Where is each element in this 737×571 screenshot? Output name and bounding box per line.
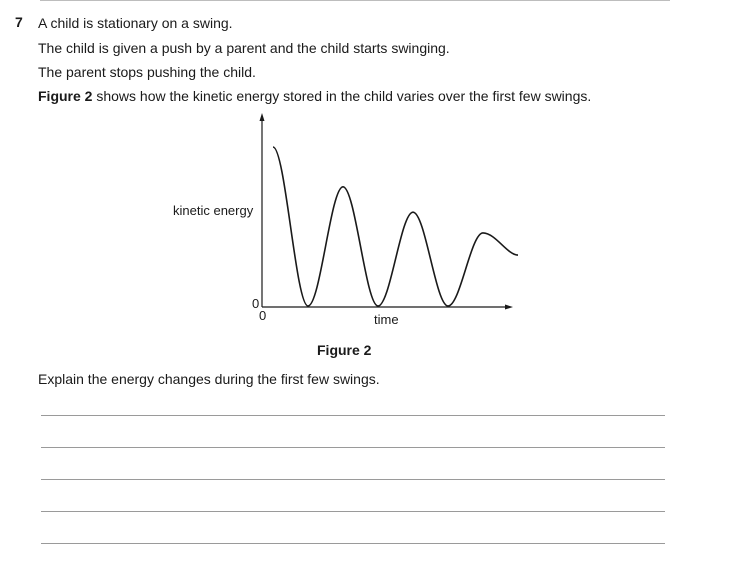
x-origin-label: 0 (259, 308, 267, 323)
answer-line[interactable] (41, 543, 665, 544)
figure-reference-bold: Figure 2 (38, 88, 93, 104)
answer-line[interactable] (41, 479, 665, 480)
question-number: 7 (15, 14, 23, 30)
y-origin-label: 0 (252, 296, 260, 311)
question-line-2: The child is given a push by a parent and the child starts swinging. (38, 40, 450, 56)
x-axis-arrow (505, 305, 513, 310)
kinetic-energy-series-line (273, 147, 518, 306)
answer-line[interactable] (41, 511, 665, 512)
question-line-1: A child is stationary on a swing. (38, 15, 233, 31)
question-line-3: The parent stops pushing the child. (38, 64, 256, 80)
answer-line[interactable] (41, 415, 665, 416)
question-prompt: Explain the energy changes during the first few swings. (38, 371, 380, 387)
answer-line[interactable] (41, 447, 665, 448)
figure-caption: Figure 2 (317, 342, 372, 358)
figure-reference-text: shows how the kinetic energy stored in the child varies over the first few swings. (92, 88, 592, 104)
y-axis-label: kinetic energy (173, 203, 254, 218)
y-axis-arrow (260, 113, 265, 121)
x-axis-label: time (374, 312, 399, 327)
